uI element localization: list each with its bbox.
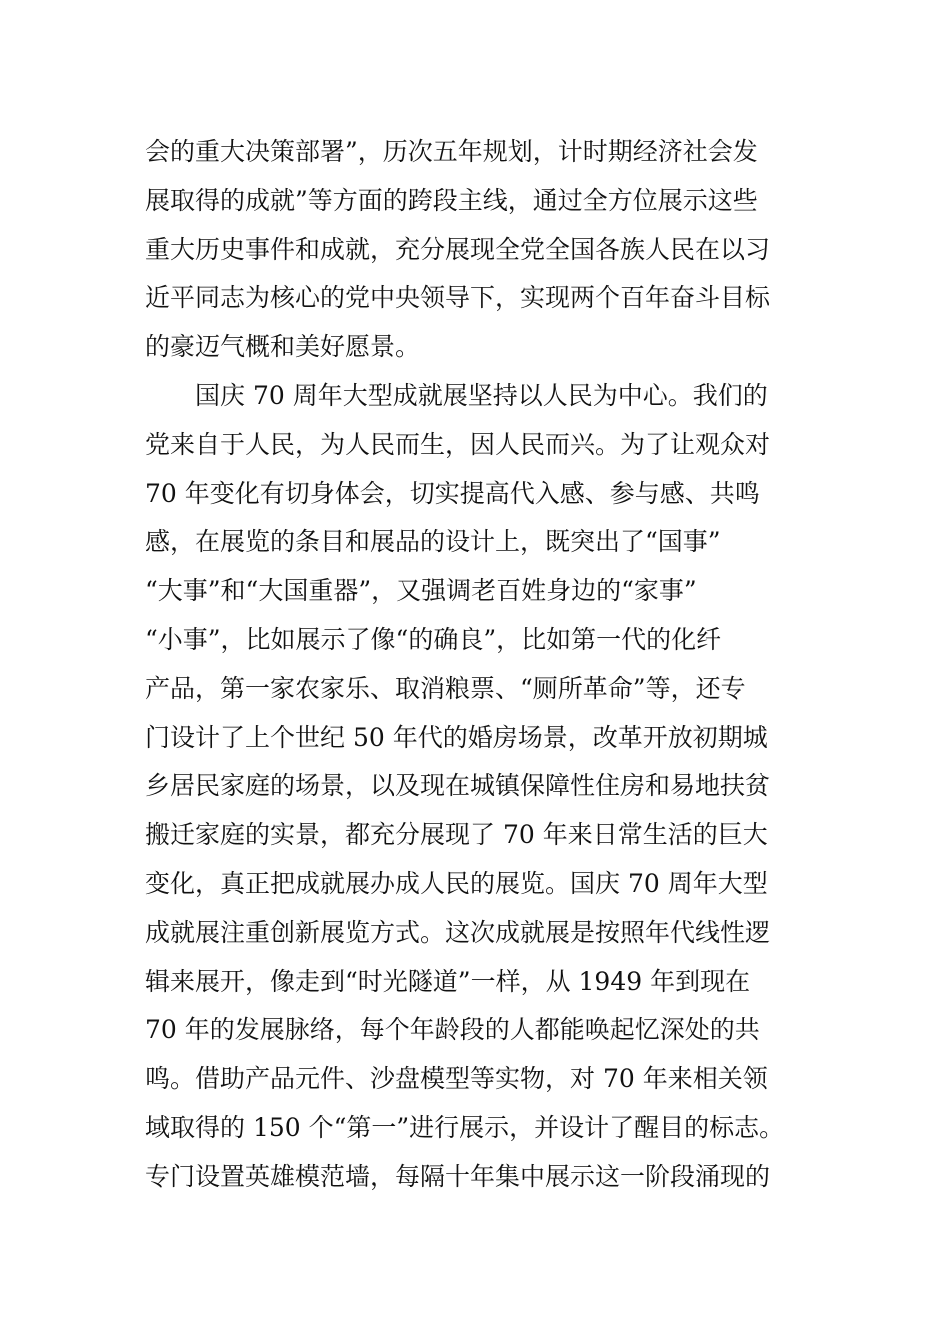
text-line: 专门设置英雄模范墙，每隔十年集中展示这一阶段涌现的 bbox=[145, 1161, 771, 1191]
text-line: 变化，真正把成就展办成人民的展览。国庆 70 周年大型 bbox=[145, 868, 768, 898]
text-line: 辑来展开，像走到“时光隧道”一样，从 1949 年到现在 bbox=[145, 966, 751, 996]
text-line: “大事”和“大国重器”，又强调老百姓身边的“家事” bbox=[145, 576, 697, 606]
text-line: 的豪迈气概和美好愿景。 bbox=[145, 332, 421, 362]
text-line: 70 年变化有切身体会，切实提高代入感、参与感、共鸣 bbox=[145, 478, 760, 508]
paragraph-start-line: 国庆 70 周年大型成就展坚持以人民为中心。我们的 bbox=[195, 380, 768, 410]
text-line: 党来自于人民，为人民而生，因人民而兴。为了让观众对 bbox=[145, 429, 771, 459]
text-line: 展取得的成就”等方面的跨段主线，通过全方位展示这些 bbox=[145, 185, 758, 215]
text-line: 搬迁家庭的实景，都充分展现了 70 年来日常生活的巨大 bbox=[145, 820, 768, 850]
text-line: 乡居民家庭的场景，以及现在城镇保障性住房和易地扶贫 bbox=[145, 771, 771, 801]
text-line: 域取得的 150 个“第一”进行展示，并设计了醒目的标志。 bbox=[145, 1112, 785, 1142]
text-line: 成就展注重创新展览方式。这次成就展是按照年代线性逻 bbox=[145, 917, 771, 947]
text-line: 鸣。借助产品元件、沙盘模型等实物，对 70 年来相关领 bbox=[145, 1064, 768, 1094]
text-line: 产品，第一家农家乐、取消粮票、“厕所革命”等，还专 bbox=[145, 673, 746, 703]
text-line: 会的重大决策部署”，历次五年规划，计时期经济社会发 bbox=[145, 137, 758, 166]
text-line: 感，在展览的条目和展品的设计上，既突出了“国事” bbox=[145, 527, 721, 557]
body-text bbox=[145, 128, 805, 1202]
text-line: “小事”，比如展示了像“的确良”，比如第一代的化纤 bbox=[145, 624, 722, 654]
text-line: 近平同志为核心的党中央领导下，实现两个百年奋斗目标 bbox=[145, 283, 771, 313]
text-line: 重大历史事件和成就，充分展现全党全国各族人民在以习 bbox=[145, 234, 771, 264]
text-line: 70 年的发展脉络，每个年龄段的人都能唤起忆深处的共 bbox=[145, 1015, 760, 1045]
text-line: 门设计了上个世纪 50 年代的婚房场景，改革开放初期城 bbox=[145, 722, 768, 752]
